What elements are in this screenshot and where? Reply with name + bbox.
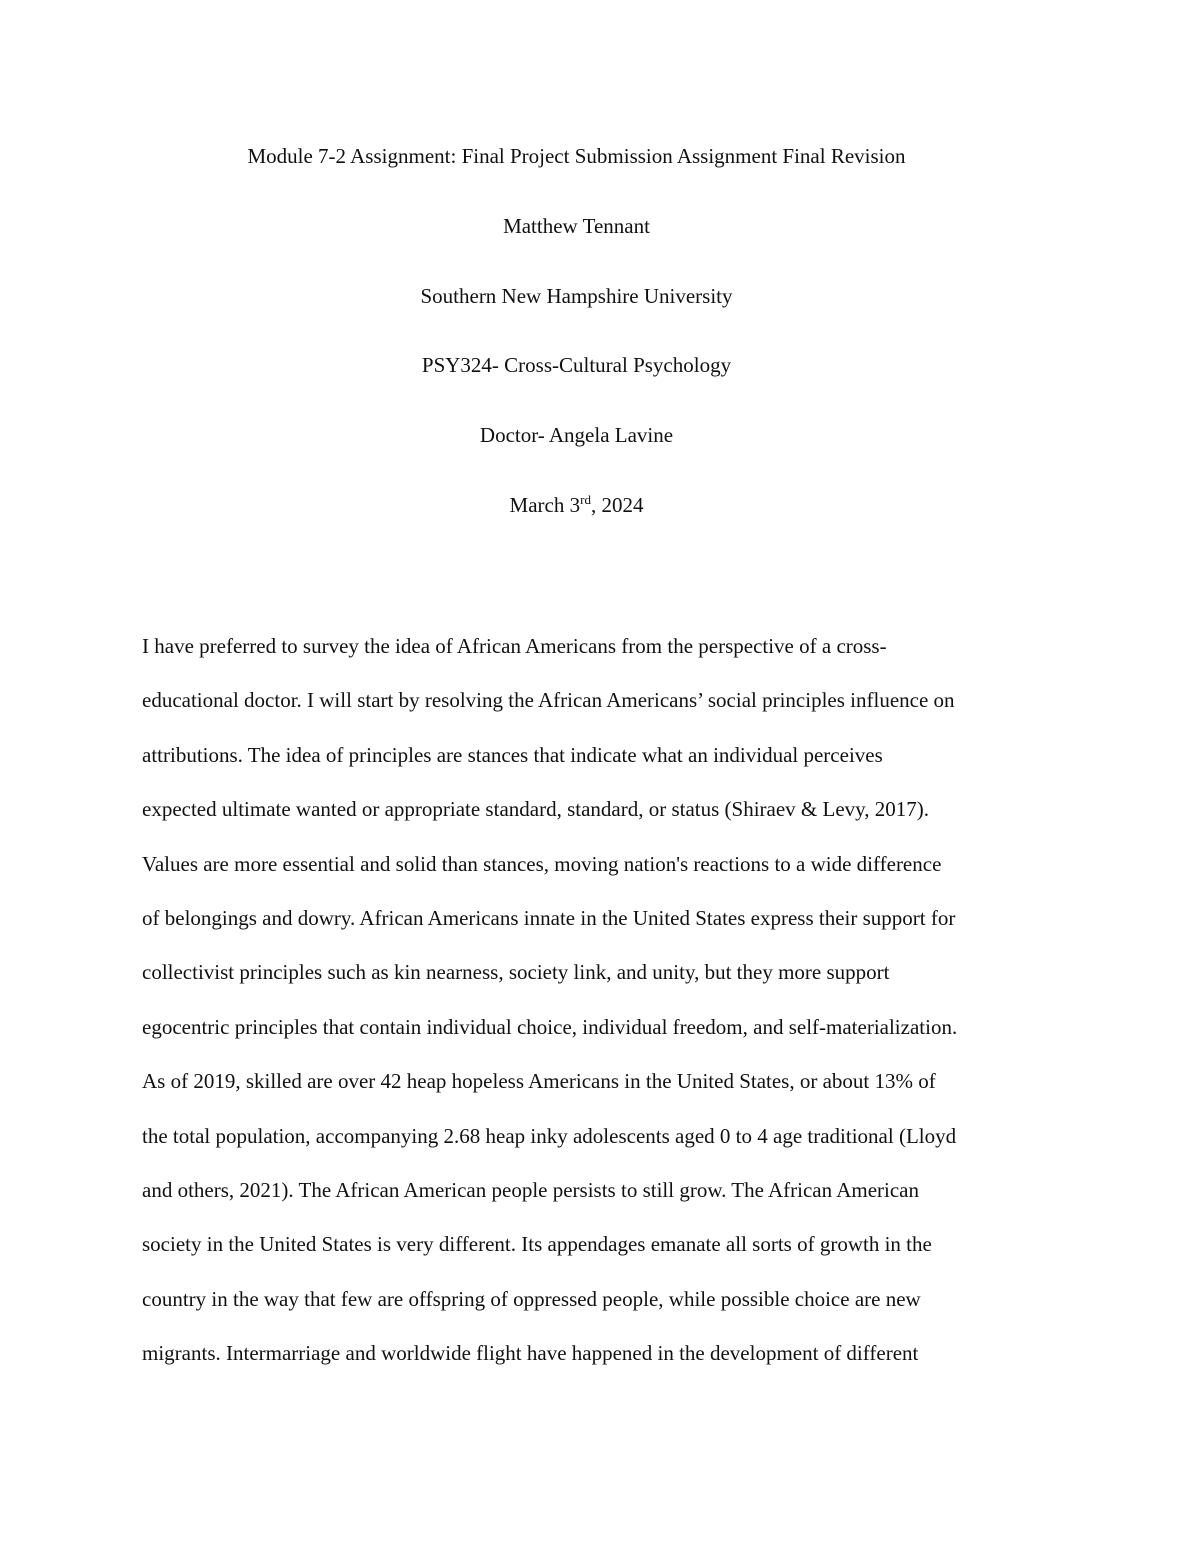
author-name: Matthew Tennant [503, 213, 650, 238]
instructor-name: Doctor- Angela Lavine [479, 423, 674, 448]
body-line: migrants. Intermarriage and worldwide flight have happened in the development of different [142, 1341, 919, 1366]
date-year: , 2024 [590, 492, 644, 517]
body-line: and others, 2021). The African American people persists to still grow. The African American [142, 1177, 919, 1202]
institution-name: Southern New Hampshire University [420, 283, 733, 308]
body-line: society in the United States is very different. Its appendages emanate all sorts of growth in the [142, 1232, 932, 1257]
title-page-block [0, 138, 1153, 557]
body-line: collectivist principles such as kin nearness, society link, and unity, but they more support [142, 960, 890, 985]
date-month-day: March 3 [509, 492, 581, 517]
body-line: expected ultimate wanted or appropriate standard, standard, or status (Shiraev & Levy, 2017). [142, 797, 930, 822]
body-line: attributions. The idea of principles are stances that indicate what an individual perceives [142, 742, 883, 767]
body-line: of belongings and dowry. African Americans innate in the United States express their support for [142, 905, 956, 930]
body-line: country in the way that few are offspring of oppressed people, while possible choice are new [142, 1286, 921, 1311]
date-ordinal-suffix: rd [580, 491, 591, 507]
paper-title: Module 7-2 Assignment: Final Project Submission Assignment Final Revision [247, 144, 906, 168]
submission-date [0, 487, 1153, 557]
course-name: PSY324- Cross-Cultural Psychology [421, 353, 732, 378]
body-line: the total population, accompanying 2.68 heap inky adolescents aged 0 to 4 age traditional (Lloyd [142, 1123, 957, 1148]
body-line: As of 2019, skilled are over 42 heap hopeless Americans in the United States, or about 13% of [142, 1069, 936, 1094]
body-paragraph [142, 626, 1058, 1387]
body-line: educational doctor. I will start by resolving the African Americans’ social principles influence on [142, 688, 955, 713]
body-line: Values are more essential and solid than stances, moving nation's reactions to a wide difference [142, 851, 942, 876]
body-line: I have preferred to survey the idea of African Americans from the perspective of a cross- [142, 634, 887, 658]
body-line: egocentric principles that contain individual choice, individual freedom, and self-materialization. [142, 1014, 958, 1039]
